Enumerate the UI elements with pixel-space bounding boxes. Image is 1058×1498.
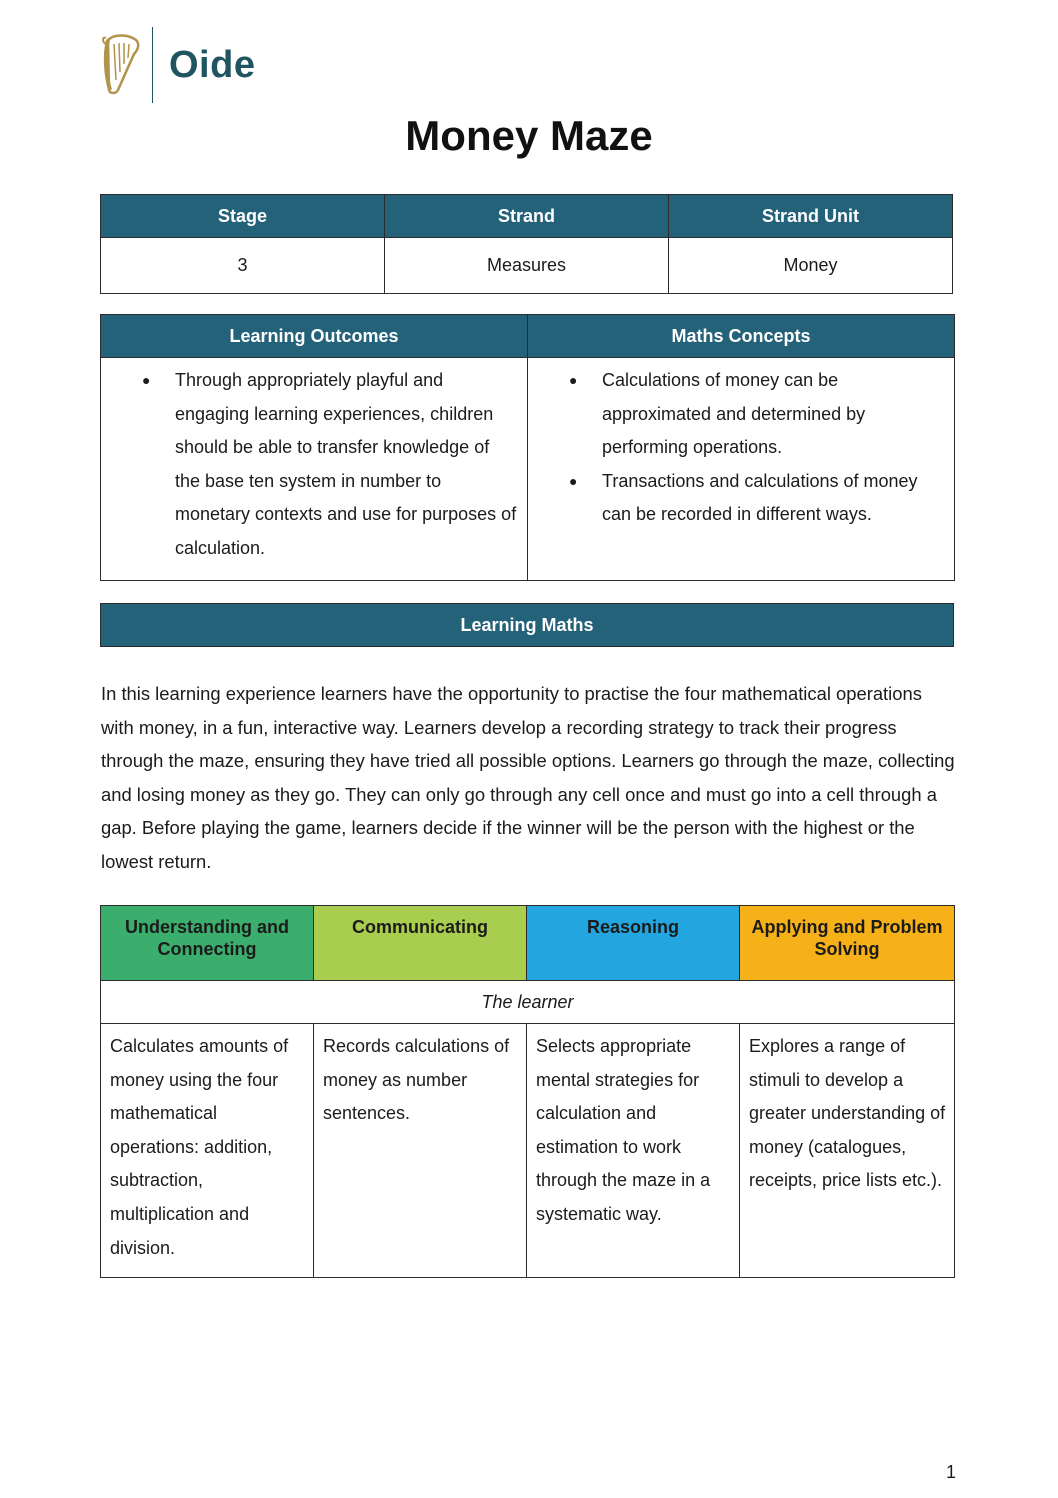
understanding-connecting-text: Calculates amounts of money using the four mathematical operations: addition, subtraction, multiplication and division. xyxy=(101,1024,314,1278)
learner-row: The learner xyxy=(101,981,955,1024)
communicating-header: Communicating xyxy=(314,906,527,981)
learning-maths-banner xyxy=(100,603,954,647)
reasoning-text: Selects appropriate mental strategies for calculation and estimation to work through the maze in a systematic way. xyxy=(527,1024,740,1278)
process-table xyxy=(100,905,955,1278)
strand-header: Strand xyxy=(385,195,669,238)
logo-text: Oide xyxy=(169,43,256,86)
learning-maths-paragraph: In this learning experience learners have the opportunity to practise the four mathematical operations with money, in a fun, interactive way. Learners develop a recording strategy to track their progress through the maze, ensuring they have tried all possible options. Learners go through the maze, collecting and losing money as they go. They can only go through any cell once and must go into a cell through a gap. Before playing the game, learners decide if the winner will be the person with the highest or the lowest return. xyxy=(101,683,955,872)
maths-concepts-header: Maths Concepts xyxy=(528,315,955,358)
stage-header: Stage xyxy=(101,195,385,238)
strand-value: Measures xyxy=(385,238,669,294)
list-item: ● Through appropriately playful and engaging learning experiences, children should be able to transfer knowledge of the base ten system in number to monetary contexts and use for purposes of calculation. xyxy=(175,364,517,566)
oide-logo xyxy=(100,26,255,104)
understanding-connecting-header: Understanding and Connecting xyxy=(101,906,314,981)
logo-divider xyxy=(152,27,153,103)
outcomes-table xyxy=(100,314,955,581)
reasoning-header: Reasoning xyxy=(527,906,740,981)
maths-concepts-cell xyxy=(528,358,955,581)
strand-unit-header: Strand Unit xyxy=(669,195,953,238)
harp-icon xyxy=(100,32,144,98)
overview-table xyxy=(100,194,953,294)
maths-concepts-list xyxy=(528,364,944,532)
learning-outcomes-cell xyxy=(101,358,528,581)
page-number: 1 xyxy=(945,1462,956,1482)
learning-outcomes-list xyxy=(101,364,517,566)
stage-value: 3 xyxy=(101,238,385,294)
applying-problem-solving-header: Applying and Problem Solving xyxy=(740,906,955,981)
list-item: ● Calculations of money can be approximated and determined by performing operations. xyxy=(602,364,944,465)
strand-unit-value: Money xyxy=(669,238,953,294)
communicating-text: Records calculations of money as number sentences. xyxy=(314,1024,527,1278)
list-item: ● Transactions and calculations of money can be recorded in different ways. xyxy=(602,465,944,532)
page-title: Money Maze xyxy=(405,112,653,159)
learning-outcomes-header: Learning Outcomes xyxy=(101,315,528,358)
applying-problem-solving-text: Explores a range of stimuli to develop a greater understanding of money (catalogues, receipts, price lists etc.). xyxy=(740,1024,955,1278)
learning-maths-heading: Learning Maths xyxy=(101,604,954,647)
